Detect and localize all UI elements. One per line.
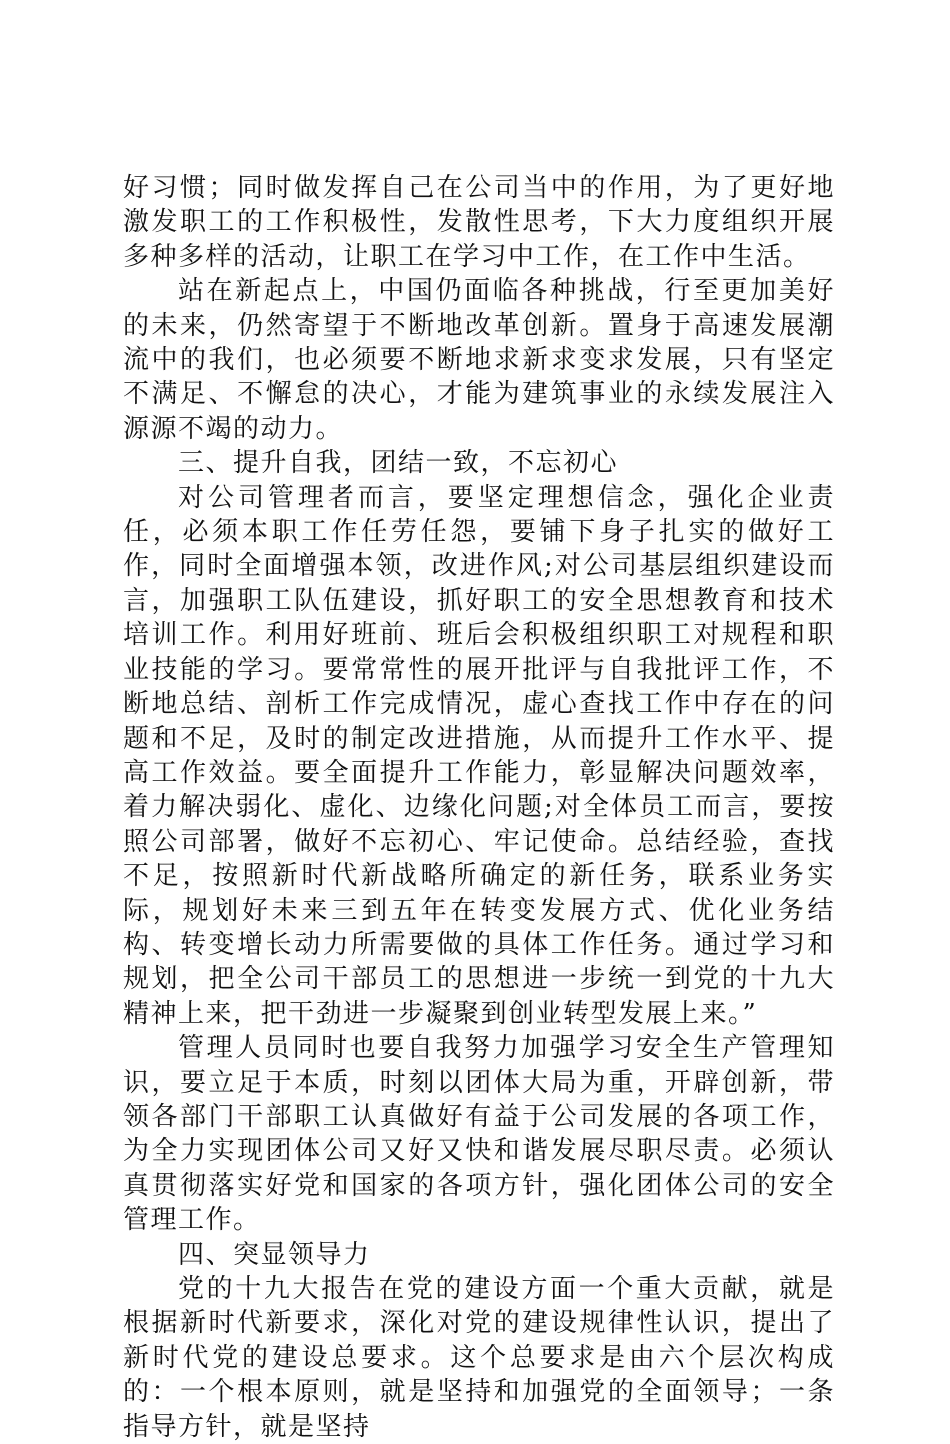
section-heading-4: 四、突显领导力	[178, 1239, 371, 1270]
section-heading-3: 三、提升自我，团结一致，不忘初心	[178, 448, 619, 479]
paragraph-innovation: 站在新起点上，中国仍面临各种挑战，行至更加美好的未来，仍然寄望于不断地改革创新。置身于高速发展潮流中的我们，也必须要不断地求新求变求发展，只有坚定不满足、不懈怠的决心，才能为建筑事业的永续发展注入源源不竭的动力。	[123, 276, 835, 444]
document-body	[123, 171, 835, 1444]
paragraph-safety: 管理人员同时也要自我努力加强学习安全生产管理知识，要立足于本质，时刻以团体大局为重，开辟创新，带领各部门干部职工认真做好有益于公司发展的各项工作，为全力实现团体公司又好又快和谐发展尽职尽责。必须认真贯彻落实好党和国家的各项方针，强化团体公司的安全管理工作。	[123, 1033, 835, 1236]
paragraph-continuation: 好习惯；同时做发挥自己在公司当中的作用，为了更好地激发职工的工作积极性，发散性思考，下大力度组织开展多种多样的活动，让职工在学习中工作，在工作中生活。	[123, 173, 835, 272]
paragraph-leadership: 党的十九大报告在党的建设方面一个重大贡献，就是根据新时代新要求，深化对党的建设规律性认识，提出了新时代党的建设总要求。这个总要求是由六个层次构成的：一个根本原则，就是坚持和加强党的全面领导；一条指导方针，就是坚持	[123, 1274, 835, 1442]
paragraph-management: 对公司管理者而言，要坚定理想信念，强化企业责任，必须本职工作任劳任怨，要铺下身子扎实的做好工作，同时全面增强本领，改进作风;对公司基层组织建设而言，加强职工队伍建设，抓好职工的安全思想教育和技术培训工作。利用好班前、班后会积极组织职工对规程和职业技能的学习。要常常性的展开批评与自我批评工作，不断地总结、剖析工作完成情况，虚心查找工作中存在的问题和不足，及时的制定改进措施，从而提升工作水平、提高工作效益。要全面提升工作能力，彰显解决问题效率，着力解决弱化、虚化、边缘化问题;对全体员工而言，要按照公司部署，做好不忘初心、牢记使命。总结经验，查找不足，按照新时代新战略所确定的新任务，联系业务实际，规划好未来三到五年在转变发展方式、优化业务结构、转变增长动力所需要做的具体工作任务。通过学习和规划，把全公司干部员工的思想进一步统一到党的十九大精神上来，把干劲进一步凝聚到创业转型发展上来。”	[123, 482, 835, 1029]
